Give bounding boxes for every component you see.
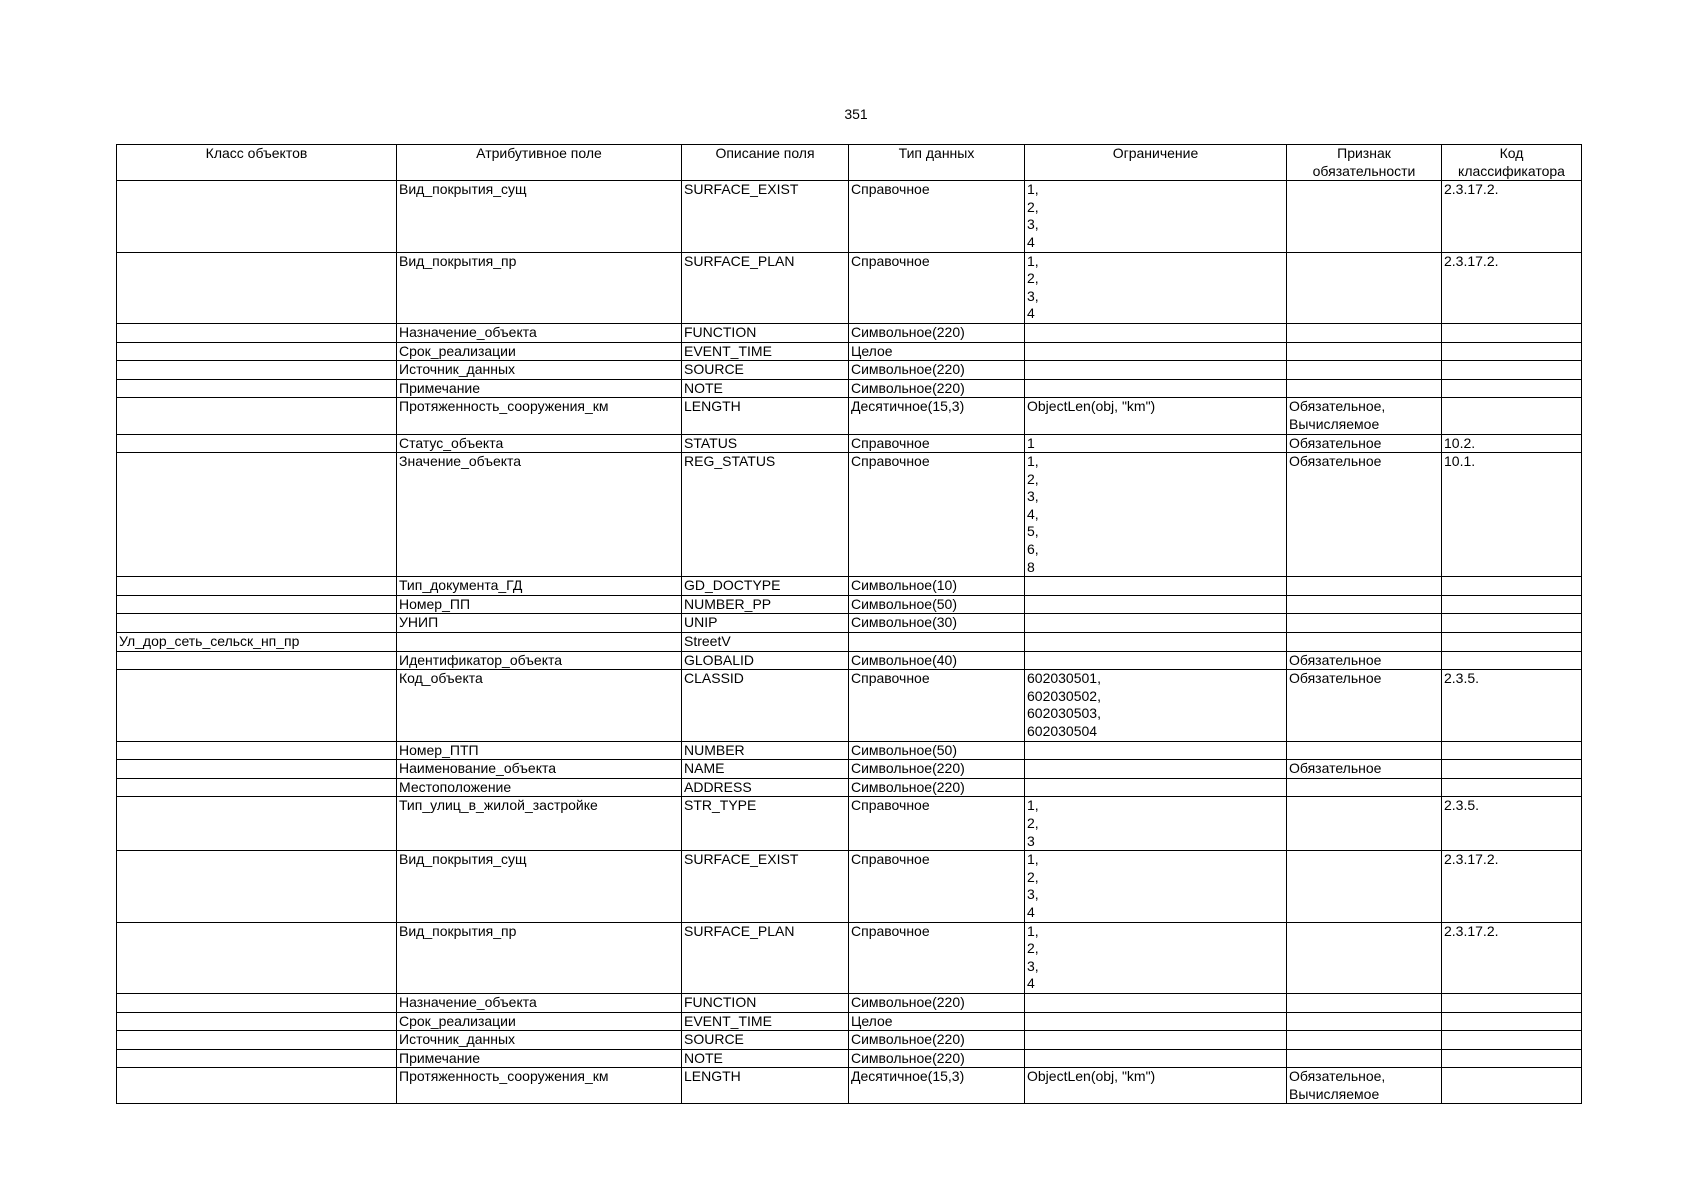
cell-field-description: REG_STATUS: [682, 453, 849, 577]
cell-field-description: EVENT_TIME: [682, 1012, 849, 1031]
cell-attribute-field: Значение_объекта: [397, 453, 682, 577]
attribute-table: [116, 144, 1582, 1104]
cell-data-type: Символьное(10): [849, 577, 1025, 596]
cell-data-type: Символьное(220): [849, 993, 1025, 1012]
cell-classifier-code: 10.2.: [1442, 434, 1582, 453]
cell-data-type: Символьное(50): [849, 595, 1025, 614]
cell-classifier-code: [1442, 633, 1582, 652]
table-row: [117, 651, 1582, 670]
cell-object-class: [117, 1031, 397, 1050]
table-row: [117, 741, 1582, 760]
cell-constraint: 1, 2, 3, 4: [1025, 922, 1287, 993]
table-row: [117, 1068, 1582, 1104]
cell-attribute-field: Наименование_объекта: [397, 760, 682, 779]
cell-attribute-field: Протяженность_сооружения_км: [397, 1068, 682, 1104]
cell-required-flag: [1287, 577, 1442, 596]
cell-object-class: [117, 453, 397, 577]
cell-constraint: [1025, 379, 1287, 398]
cell-constraint: [1025, 614, 1287, 633]
cell-required-flag: Обязательное: [1287, 434, 1442, 453]
cell-required-flag: [1287, 741, 1442, 760]
cell-object-class: [117, 181, 397, 252]
cell-classifier-code: [1442, 614, 1582, 633]
cell-required-flag: [1287, 993, 1442, 1012]
table-row: [117, 361, 1582, 380]
cell-attribute-field: Вид_покрытия_сущ: [397, 851, 682, 922]
cell-classifier-code: [1442, 379, 1582, 398]
cell-data-type: Справочное: [849, 922, 1025, 993]
cell-attribute-field: [397, 633, 682, 652]
cell-constraint: ObjectLen(obj, "km"): [1025, 1068, 1287, 1104]
table-row: [117, 595, 1582, 614]
cell-attribute-field: УНИП: [397, 614, 682, 633]
column-header: Тип данных: [849, 145, 1025, 181]
cell-attribute-field: Примечание: [397, 379, 682, 398]
cell-field-description: NUMBER: [682, 741, 849, 760]
cell-constraint: [1025, 361, 1287, 380]
cell-data-type: Справочное: [849, 670, 1025, 741]
cell-object-class: [117, 760, 397, 779]
cell-field-description: SURFACE_PLAN: [682, 922, 849, 993]
cell-object-class: [117, 252, 397, 323]
cell-object-class: [117, 614, 397, 633]
cell-object-class: [117, 379, 397, 398]
cell-attribute-field: Код_объекта: [397, 670, 682, 741]
cell-data-type: Справочное: [849, 434, 1025, 453]
cell-data-type: Символьное(220): [849, 1031, 1025, 1050]
cell-attribute-field: Вид_покрытия_пр: [397, 252, 682, 323]
cell-required-flag: [1287, 595, 1442, 614]
table-row: [117, 1031, 1582, 1050]
cell-required-flag: [1287, 1012, 1442, 1031]
cell-field-description: STR_TYPE: [682, 797, 849, 851]
cell-object-class: [117, 595, 397, 614]
cell-object-class: [117, 1068, 397, 1104]
cell-required-flag: [1287, 778, 1442, 797]
cell-constraint: 1, 2, 3, 4, 5, 6, 8: [1025, 453, 1287, 577]
cell-constraint: [1025, 1049, 1287, 1068]
cell-constraint: [1025, 595, 1287, 614]
table-row: [117, 323, 1582, 342]
cell-constraint: ObjectLen(obj, "km"): [1025, 398, 1287, 434]
cell-field-description: NUMBER_PP: [682, 595, 849, 614]
cell-classifier-code: 10.1.: [1442, 453, 1582, 577]
cell-data-type: Целое: [849, 1012, 1025, 1031]
cell-classifier-code: [1442, 993, 1582, 1012]
cell-object-class: Ул_дор_сеть_сельск_нп_пр: [117, 633, 397, 652]
cell-classifier-code: [1442, 651, 1582, 670]
cell-classifier-code: [1442, 741, 1582, 760]
cell-data-type: Целое: [849, 342, 1025, 361]
cell-field-description: SOURCE: [682, 361, 849, 380]
cell-field-description: NAME: [682, 760, 849, 779]
cell-field-description: CLASSID: [682, 670, 849, 741]
cell-data-type: Символьное(40): [849, 651, 1025, 670]
cell-classifier-code: [1442, 760, 1582, 779]
cell-required-flag: [1287, 614, 1442, 633]
table-row: [117, 760, 1582, 779]
column-header: Описание поля: [682, 145, 849, 181]
cell-object-class: [117, 1012, 397, 1031]
cell-attribute-field: Срок_реализации: [397, 1012, 682, 1031]
cell-attribute-field: Срок_реализации: [397, 342, 682, 361]
cell-classifier-code: 2.3.5.: [1442, 797, 1582, 851]
table-row: [117, 922, 1582, 993]
cell-object-class: [117, 670, 397, 741]
cell-object-class: [117, 342, 397, 361]
cell-field-description: FUNCTION: [682, 323, 849, 342]
cell-field-description: EVENT_TIME: [682, 342, 849, 361]
cell-classifier-code: [1442, 1012, 1582, 1031]
table-row: [117, 181, 1582, 252]
cell-classifier-code: 2.3.5.: [1442, 670, 1582, 741]
cell-object-class: [117, 797, 397, 851]
cell-classifier-code: [1442, 595, 1582, 614]
cell-required-flag: Обязательное: [1287, 670, 1442, 741]
table-row: [117, 577, 1582, 596]
cell-attribute-field: Источник_данных: [397, 1031, 682, 1050]
table-row: [117, 453, 1582, 577]
cell-classifier-code: [1442, 342, 1582, 361]
cell-attribute-field: Номер_ПП: [397, 595, 682, 614]
cell-data-type: Символьное(220): [849, 323, 1025, 342]
cell-object-class: [117, 778, 397, 797]
cell-attribute-field: Тип_улиц_в_жилой_застройке: [397, 797, 682, 851]
cell-data-type: Справочное: [849, 797, 1025, 851]
table-header-row: [117, 145, 1582, 181]
cell-required-flag: [1287, 922, 1442, 993]
cell-constraint: [1025, 778, 1287, 797]
table-row: [117, 434, 1582, 453]
cell-object-class: [117, 577, 397, 596]
cell-required-flag: [1287, 1031, 1442, 1050]
cell-data-type: Символьное(30): [849, 614, 1025, 633]
cell-required-flag: Обязательное, Вычисляемое: [1287, 1068, 1442, 1104]
cell-field-description: GD_DOCTYPE: [682, 577, 849, 596]
cell-data-type: Десятичное(15,3): [849, 398, 1025, 434]
cell-object-class: [117, 323, 397, 342]
cell-required-flag: Обязательное, Вычисляемое: [1287, 398, 1442, 434]
cell-classifier-code: 2.3.17.2.: [1442, 922, 1582, 993]
table-row: [117, 851, 1582, 922]
cell-attribute-field: Статус_объекта: [397, 434, 682, 453]
table-row: [117, 993, 1582, 1012]
table-row: [117, 797, 1582, 851]
cell-data-type: Символьное(220): [849, 760, 1025, 779]
cell-required-flag: [1287, 851, 1442, 922]
column-header: Ограничение: [1025, 145, 1287, 181]
cell-constraint: 1, 2, 3, 4: [1025, 252, 1287, 323]
cell-required-flag: [1287, 1049, 1442, 1068]
cell-object-class: [117, 922, 397, 993]
cell-object-class: [117, 651, 397, 670]
cell-attribute-field: Номер_ПТП: [397, 741, 682, 760]
table-row: [117, 633, 1582, 652]
table-row: [117, 398, 1582, 434]
cell-attribute-field: Назначение_объекта: [397, 323, 682, 342]
cell-object-class: [117, 993, 397, 1012]
column-header: Атрибутивное поле: [397, 145, 682, 181]
cell-required-flag: Обязательное: [1287, 453, 1442, 577]
cell-constraint: 602030501, 602030502, 602030503, 602030504: [1025, 670, 1287, 741]
table-row: [117, 1049, 1582, 1068]
cell-classifier-code: 2.3.17.2.: [1442, 181, 1582, 252]
cell-constraint: [1025, 760, 1287, 779]
cell-classifier-code: [1442, 1068, 1582, 1104]
cell-classifier-code: 2.3.17.2.: [1442, 851, 1582, 922]
table-row: [117, 614, 1582, 633]
cell-field-description: SOURCE: [682, 1031, 849, 1050]
cell-constraint: [1025, 577, 1287, 596]
cell-object-class: [117, 398, 397, 434]
cell-required-flag: Обязательное: [1287, 651, 1442, 670]
cell-data-type: Справочное: [849, 252, 1025, 323]
cell-classifier-code: [1442, 323, 1582, 342]
cell-required-flag: [1287, 252, 1442, 323]
cell-object-class: [117, 434, 397, 453]
cell-data-type: Символьное(220): [849, 778, 1025, 797]
cell-data-type: Десятичное(15,3): [849, 1068, 1025, 1104]
cell-field-description: STATUS: [682, 434, 849, 453]
cell-required-flag: [1287, 323, 1442, 342]
cell-attribute-field: Назначение_объекта: [397, 993, 682, 1012]
cell-attribute-field: Идентификатор_объекта: [397, 651, 682, 670]
column-header: Код классификатора: [1442, 145, 1582, 181]
table-row: [117, 379, 1582, 398]
cell-attribute-field: Вид_покрытия_пр: [397, 922, 682, 993]
cell-field-description: NOTE: [682, 379, 849, 398]
cell-required-flag: [1287, 342, 1442, 361]
cell-attribute-field: Протяженность_сооружения_км: [397, 398, 682, 434]
cell-constraint: [1025, 342, 1287, 361]
cell-field-description: SURFACE_PLAN: [682, 252, 849, 323]
cell-data-type: Символьное(220): [849, 361, 1025, 380]
table-body: [117, 181, 1582, 1104]
cell-object-class: [117, 741, 397, 760]
cell-object-class: [117, 361, 397, 380]
cell-attribute-field: Примечание: [397, 1049, 682, 1068]
cell-classifier-code: [1442, 1049, 1582, 1068]
cell-classifier-code: [1442, 778, 1582, 797]
cell-field-description: NOTE: [682, 1049, 849, 1068]
table-row: [117, 1012, 1582, 1031]
column-header: Признак обязательности: [1287, 145, 1442, 181]
cell-required-flag: [1287, 361, 1442, 380]
cell-field-description: FUNCTION: [682, 993, 849, 1012]
cell-field-description: LENGTH: [682, 1068, 849, 1104]
cell-field-description: GLOBALID: [682, 651, 849, 670]
cell-data-type: Справочное: [849, 181, 1025, 252]
cell-field-description: ADDRESS: [682, 778, 849, 797]
cell-classifier-code: 2.3.17.2.: [1442, 252, 1582, 323]
cell-required-flag: [1287, 633, 1442, 652]
cell-constraint: [1025, 1031, 1287, 1050]
cell-attribute-field: Тип_документа_ГД: [397, 577, 682, 596]
cell-constraint: [1025, 1012, 1287, 1031]
cell-constraint: 1, 2, 3: [1025, 797, 1287, 851]
cell-required-flag: Обязательное: [1287, 760, 1442, 779]
cell-constraint: [1025, 323, 1287, 342]
cell-required-flag: [1287, 379, 1442, 398]
cell-field-description: SURFACE_EXIST: [682, 181, 849, 252]
cell-data-type: [849, 633, 1025, 652]
page-number: 351: [844, 106, 868, 122]
cell-constraint: [1025, 633, 1287, 652]
cell-object-class: [117, 851, 397, 922]
cell-constraint: [1025, 993, 1287, 1012]
cell-attribute-field: Местоположение: [397, 778, 682, 797]
cell-field-description: UNIP: [682, 614, 849, 633]
cell-data-type: Справочное: [849, 851, 1025, 922]
cell-constraint: [1025, 741, 1287, 760]
cell-field-description: StreetV: [682, 633, 849, 652]
cell-object-class: [117, 1049, 397, 1068]
cell-field-description: LENGTH: [682, 398, 849, 434]
table-row: [117, 670, 1582, 741]
cell-constraint: 1, 2, 3, 4: [1025, 181, 1287, 252]
cell-data-type: Символьное(220): [849, 1049, 1025, 1068]
cell-required-flag: [1287, 181, 1442, 252]
cell-constraint: [1025, 651, 1287, 670]
cell-required-flag: [1287, 797, 1442, 851]
table-row: [117, 342, 1582, 361]
cell-attribute-field: Вид_покрытия_сущ: [397, 181, 682, 252]
cell-data-type: Справочное: [849, 453, 1025, 577]
table-row: [117, 252, 1582, 323]
cell-data-type: Символьное(220): [849, 379, 1025, 398]
cell-classifier-code: [1442, 398, 1582, 434]
cell-constraint: 1, 2, 3, 4: [1025, 851, 1287, 922]
cell-constraint: 1: [1025, 434, 1287, 453]
column-header: Класс объектов: [117, 145, 397, 181]
cell-data-type: Символьное(50): [849, 741, 1025, 760]
cell-field-description: SURFACE_EXIST: [682, 851, 849, 922]
cell-classifier-code: [1442, 1031, 1582, 1050]
cell-classifier-code: [1442, 577, 1582, 596]
cell-classifier-code: [1442, 361, 1582, 380]
cell-attribute-field: Источник_данных: [397, 361, 682, 380]
table-row: [117, 778, 1582, 797]
